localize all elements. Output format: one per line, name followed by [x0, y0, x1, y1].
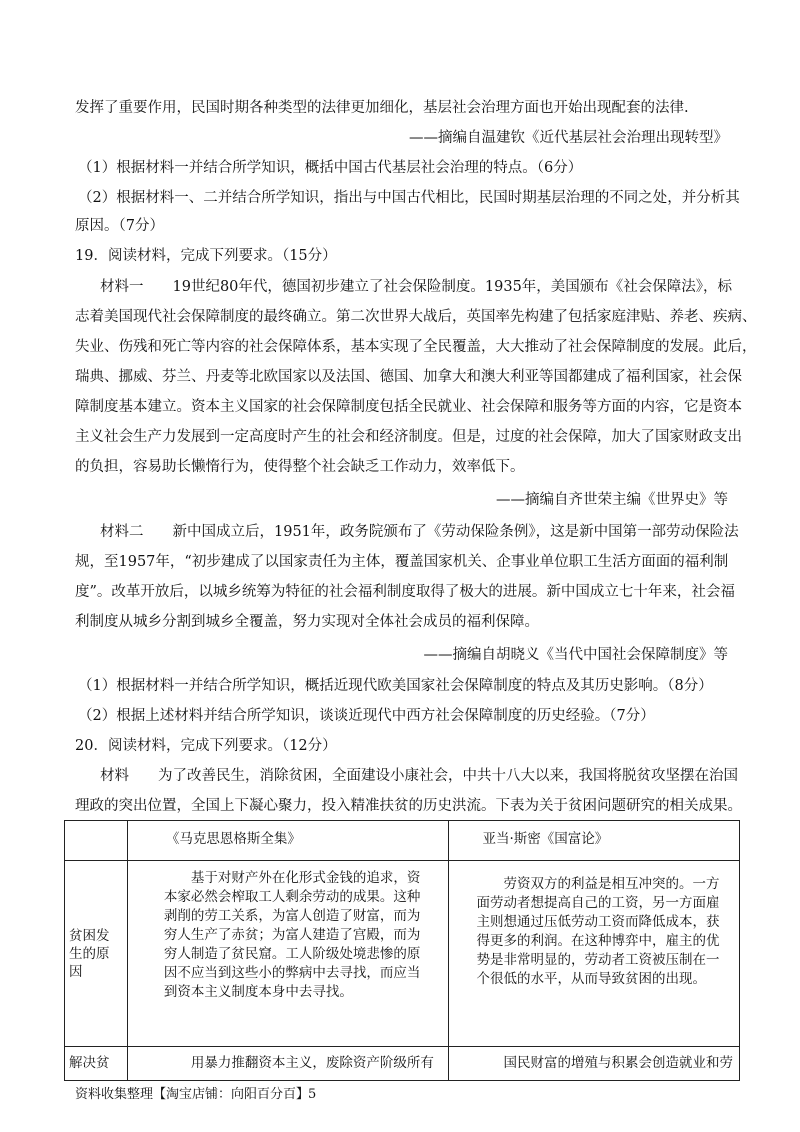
- q19-m1-line: 志着美国现代社会保障制度的最终确立。第二次世界大战后，英国率先构建了包括家庭津贴、养老、疾病、: [75, 309, 757, 325]
- q19-m1-line: 瑞典、挪威、芬兰、丹麦等北欧国家以及法国、德国、加拿大和澳大利亚等国都建成了福利国家，社会保: [75, 369, 742, 385]
- table-header-row: [65, 821, 740, 861]
- table-header-marx-text: 《马克思恩格斯全集》: [165, 831, 301, 847]
- smith-cause-text: 劳资双方的利益是相互冲突的。一方面劳动者想提高自己的工资，另一方面雇主则想通过压低劳动工资而降低成本，获得更多的利润。在这种博弈中，雇主的优势是非常明显的，劳动者工资被压制在一个很低的水平，从而导致贫困的出现。: [476, 876, 720, 987]
- q19-m1-line: 主义社会生产力发展到一定高度时产生的社会和经济制度。但是，过度的社会保障，加大了国家财政支出: [75, 429, 742, 445]
- table-cell-smith: [448, 861, 740, 1047]
- table-row: [65, 861, 740, 1047]
- q18-sub2-line2: 原因。（7分）: [75, 218, 164, 234]
- q19-m1-line: 失业、伤残和死亡等内容的社会保障体系，基本实现了全民覆盖，大大推动了社会保障制度的发展。此后，: [75, 339, 757, 355]
- q19-sub1: （1）根据材料一并结合所学知识，概括近现代欧美国家社会保障制度的特点及其历史影响。（8分）: [78, 678, 713, 694]
- smith-solution-text: 国民财富的增殖与积累会创造就业和劳: [503, 1055, 733, 1071]
- marx-solution-box: [128, 1047, 448, 1077]
- q19-m1-source: ——摘编自齐世荣主编《世界史》等: [496, 492, 728, 508]
- q19-m1-line: 的负担，容易助长懒惰行为，使得整个社会缺乏工作动力，效率低下。: [75, 459, 525, 475]
- q19-m2-line: 规，至1957年，“初步建成了以国家责任为主体，覆盖国家机关、企事业单位职工生活方面面的福利制: [75, 554, 729, 570]
- marx-solution-text: 用暴力推翻资本主义，废除资产阶级所有: [190, 1055, 434, 1071]
- row-label-text: 解决贫: [69, 1055, 110, 1071]
- q19-m1-line: 材料一 19世纪80年代，德国初步建立了社会保险制度。1935年，美国颁布《社会保障法》，标: [100, 279, 733, 295]
- q19-title: 19．阅读材料，完成下列要求。（15分）: [75, 248, 337, 264]
- table-row: [65, 1047, 740, 1081]
- q20-title: 20．阅读材料，完成下列要求。（12分）: [75, 738, 337, 754]
- table-row-label: [65, 1047, 128, 1081]
- table-header-smith-text: 亚当·斯密《国富论》: [482, 831, 609, 847]
- marx-cell-box: [128, 861, 448, 1008]
- q20-material-line: 材料 为了改善民生，消除贫困，全面建设小康社会，中共十八大以来，我国将脱贫攻坚摆在治国: [100, 768, 738, 784]
- row-label-text: 贫困发生的原因: [69, 927, 110, 980]
- smith-solution-box: [449, 1047, 740, 1077]
- table-cell-marx: [127, 1047, 448, 1081]
- table-cell-marx: [127, 861, 448, 1047]
- smith-cell-box: [449, 861, 740, 995]
- page-number: 5: [308, 1087, 317, 1102]
- q19-m1-line: 障制度基本建立。资本主义国家的社会保障制度包括全民就业、社会保障和服务等方面的内容，它是资本: [75, 399, 742, 415]
- table-header-marx: [127, 821, 448, 861]
- q18-sub1: （1）根据材料一并结合所学知识，概括中国古代基层社会治理的特点。（6分）: [78, 160, 583, 176]
- table-header-smith: [448, 821, 740, 861]
- marx-cause-text: 基于对财产外在化形式金钱的追求，资本家必然会榨取工人剩余劳动的成果。这种剥削的劳工关系，为富人创造了财富，而为穷人生产了赤贫；为富人建造了宫殿，而为穷人制造了贫民窟。工人阶级处境悲惨的原因不应当到这些小的弊病中去寻找，而应当到资本主义制度本身中去寻找。: [163, 870, 421, 1000]
- poverty-research-table: [64, 820, 740, 1081]
- table-cell-smith: [448, 1047, 740, 1081]
- table-row-label: [65, 861, 128, 1047]
- intro-line: 发挥了重要作用，民国时期各种类型的法律更加细化，基层社会治理方面也开始出现配套的法律.: [75, 100, 689, 116]
- q19-m2-line: 度”。改革开放后，以城乡统筹为特征的社会福利制度取得了极大的进展。新中国成立七十年来，社会福: [75, 584, 735, 600]
- q19-m2-source: ——摘编自胡晓义《当代中国社会保障制度》等: [423, 647, 728, 663]
- q19-m2-line: 材料二 新中国成立后，1951年，政务院颁布了《劳动保险条例》，这是新中国第一部劳动保险法: [100, 524, 739, 540]
- table-corner-cell: [65, 821, 128, 861]
- q19-sub2: （2）根据上述材料并结合所学知识，谈谈近现代中西方社会保障制度的历史经验。（7分）: [78, 708, 655, 724]
- intro-source: ——摘编自温建钦《近代基层社会治理出现转型》: [409, 130, 728, 146]
- q19-m2-line: 利制度从城乡分割到城乡全覆盖，努力实现对全体社会成员的福利保障。: [75, 614, 539, 630]
- footer-text: 资料收集整理【淘宝店铺：向阳百分百】: [75, 1087, 310, 1102]
- q18-sub2-line1: （2）根据材料一、二并结合所学知识，指出与中国古代相比，民国时期基层治理的不同之处，并分析其: [78, 190, 740, 206]
- q20-material-line: 理政的突出位置，全国上下凝心聚力，投入精准扶贫的历史洪流。下表为关于贫困问题研究的相关成果。: [75, 798, 742, 814]
